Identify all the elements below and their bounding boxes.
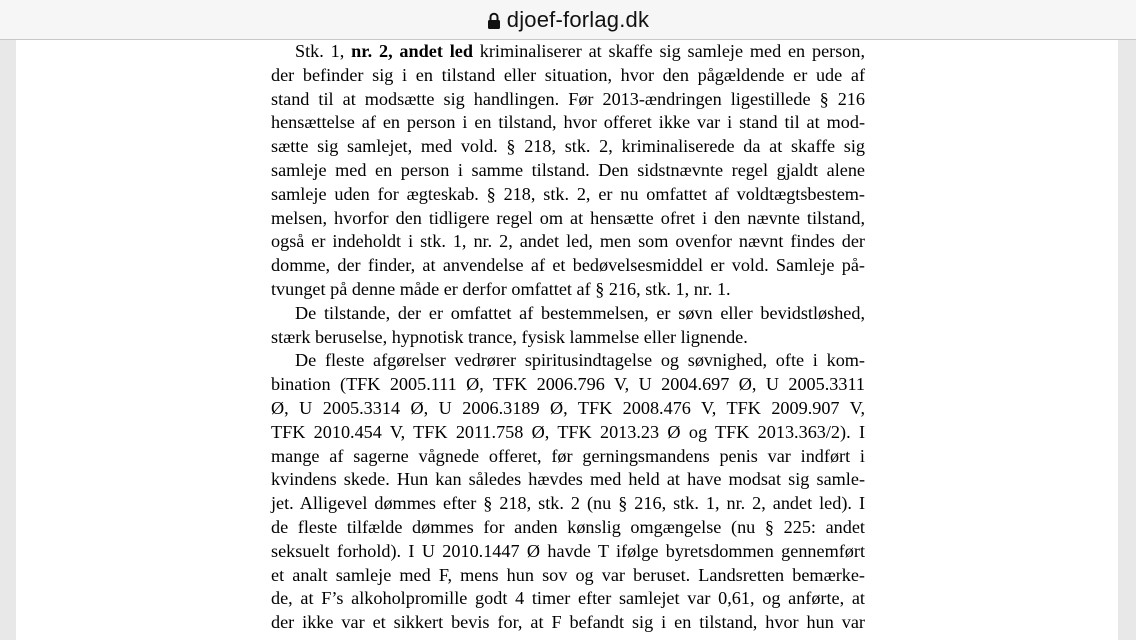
text-line xyxy=(271,159,865,183)
paragraph xyxy=(271,349,865,635)
text-line xyxy=(271,88,865,112)
text-line xyxy=(271,587,865,611)
text-line xyxy=(271,611,865,635)
text-segment: et analt samleje med F, mens hun sov og var beruset. Landsretten bemærke- xyxy=(271,564,865,585)
text-segment: de fleste tilfælde dømmes for anden kønslig omgængelse (nu § 225: andet xyxy=(271,516,865,537)
document-page xyxy=(16,40,1118,640)
text-segment: bination (TFK 2005.111 Ø, TFK 2006.796 V, U 2004.697 Ø, U 2005.3311 xyxy=(271,374,865,395)
text-line xyxy=(271,230,865,254)
text-line xyxy=(271,254,865,278)
text-line xyxy=(271,302,865,326)
paragraph xyxy=(271,302,865,350)
text-segment: kriminaliserer at skaffe sig samleje med en person, xyxy=(472,41,866,61)
text-segment: Stk. 1, xyxy=(295,41,352,61)
text-segment: samleje med en person i samme tilstand. Den sidstnævnte regel gjaldt alene xyxy=(271,159,865,180)
url-display[interactable] xyxy=(487,7,649,33)
text-line xyxy=(271,421,865,445)
text-line xyxy=(271,373,865,397)
text-segment: mange af sagerne vågnede offeret, før gerningsmandens penis var indført i xyxy=(271,445,865,466)
text-segment: melsen, hvorfor den tidligere regel om at hensætte ofret i den nævnte tilstand, xyxy=(271,207,865,228)
document-viewer[interactable] xyxy=(0,40,1136,640)
text-segment: TFK 2010.454 V, TFK 2011.758 Ø, TFK 2013.23 Ø og TFK 2013.363/2). I xyxy=(271,421,865,442)
text-segment: der ikke var et sikkert bevis for, at F befandt sig i en tilstand, hvor hun var xyxy=(271,612,865,633)
text-segment: De tilstande, der er omfattet af bestemmelsen, er søvn eller bevidstløshed, xyxy=(295,302,865,323)
text-line xyxy=(271,540,865,564)
lock-icon xyxy=(487,10,501,28)
url-text: djoef-forlag.dk xyxy=(506,6,650,32)
text-segment: seksuelt forhold). I U 2010.1447 Ø havde T ifølge byretsdommen gennemført xyxy=(271,540,865,561)
text-line xyxy=(271,516,865,540)
text-line xyxy=(271,111,865,135)
text-segment: domme, der finder, at anvendelse af et bedøvelsesmiddel er vold. Samleje på- xyxy=(271,255,865,276)
text-segment: samleje uden for ægteskab. § 218, stk. 2, er nu omfattet af voldtægtsbestem- xyxy=(271,183,865,204)
text-segment: jet. Alligevel dømmes efter § 218, stk. 2 (nu § 216, stk. 1, nr. 2, andet led). I xyxy=(271,493,865,514)
text-segment: der befinder sig i en tilstand eller situation, hvor den pågældende er ude af xyxy=(271,64,865,85)
text-line xyxy=(271,40,865,64)
text-line xyxy=(271,349,865,373)
text-segment: sætte sig samlejet, med vold. § 218, stk. 2, kriminaliserede da at skaffe sig xyxy=(271,136,865,157)
text-line xyxy=(271,135,865,159)
text-line xyxy=(271,183,865,207)
text-line xyxy=(271,326,865,350)
text-segment: hensættelse af en person i en tilstand, hvor offeret ikke var i stand til at mod- xyxy=(271,112,865,133)
text-line xyxy=(271,64,865,88)
text-line xyxy=(271,445,865,469)
address-bar[interactable] xyxy=(0,0,1136,40)
text-line xyxy=(271,207,865,231)
text-line xyxy=(271,278,865,302)
bold-text: nr. 2, andet led xyxy=(351,41,473,61)
text-segment: stærk beruselse, hypnotisk trance, fysisk lammelse eller lignende. xyxy=(271,326,748,347)
text-segment: stand til at modsætte sig handlingen. Før 2013-ændringen ligestillede § 216 xyxy=(271,88,865,109)
text-line xyxy=(271,564,865,588)
text-line xyxy=(271,468,865,492)
body-text xyxy=(271,40,865,635)
text-line xyxy=(271,397,865,421)
text-segment: tvunget på denne måde er derfor omfattet af § 216, stk. 1, nr. 1. xyxy=(271,278,731,299)
text-segment: De fleste afgørelser vedrører spiritusindtagelse og søvnighed, ofte i kom- xyxy=(295,350,865,371)
text-segment: Ø, U 2005.3314 Ø, U 2006.3189 Ø, TFK 2008.476 V, TFK 2009.907 V, xyxy=(271,397,865,418)
text-segment: kvindens skede. Hun kan således hævdes med held at have modsat sig samle- xyxy=(271,469,865,490)
text-segment: også er indeholdt i stk. 1, nr. 2, andet led, men som ovenfor nævnt findes der xyxy=(271,231,865,252)
text-segment: de, at F’s alkoholpromille godt 4 timer efter samlejet var 0,61, og anførte, at xyxy=(271,588,865,609)
paragraph xyxy=(271,40,865,302)
text-line xyxy=(271,492,865,516)
